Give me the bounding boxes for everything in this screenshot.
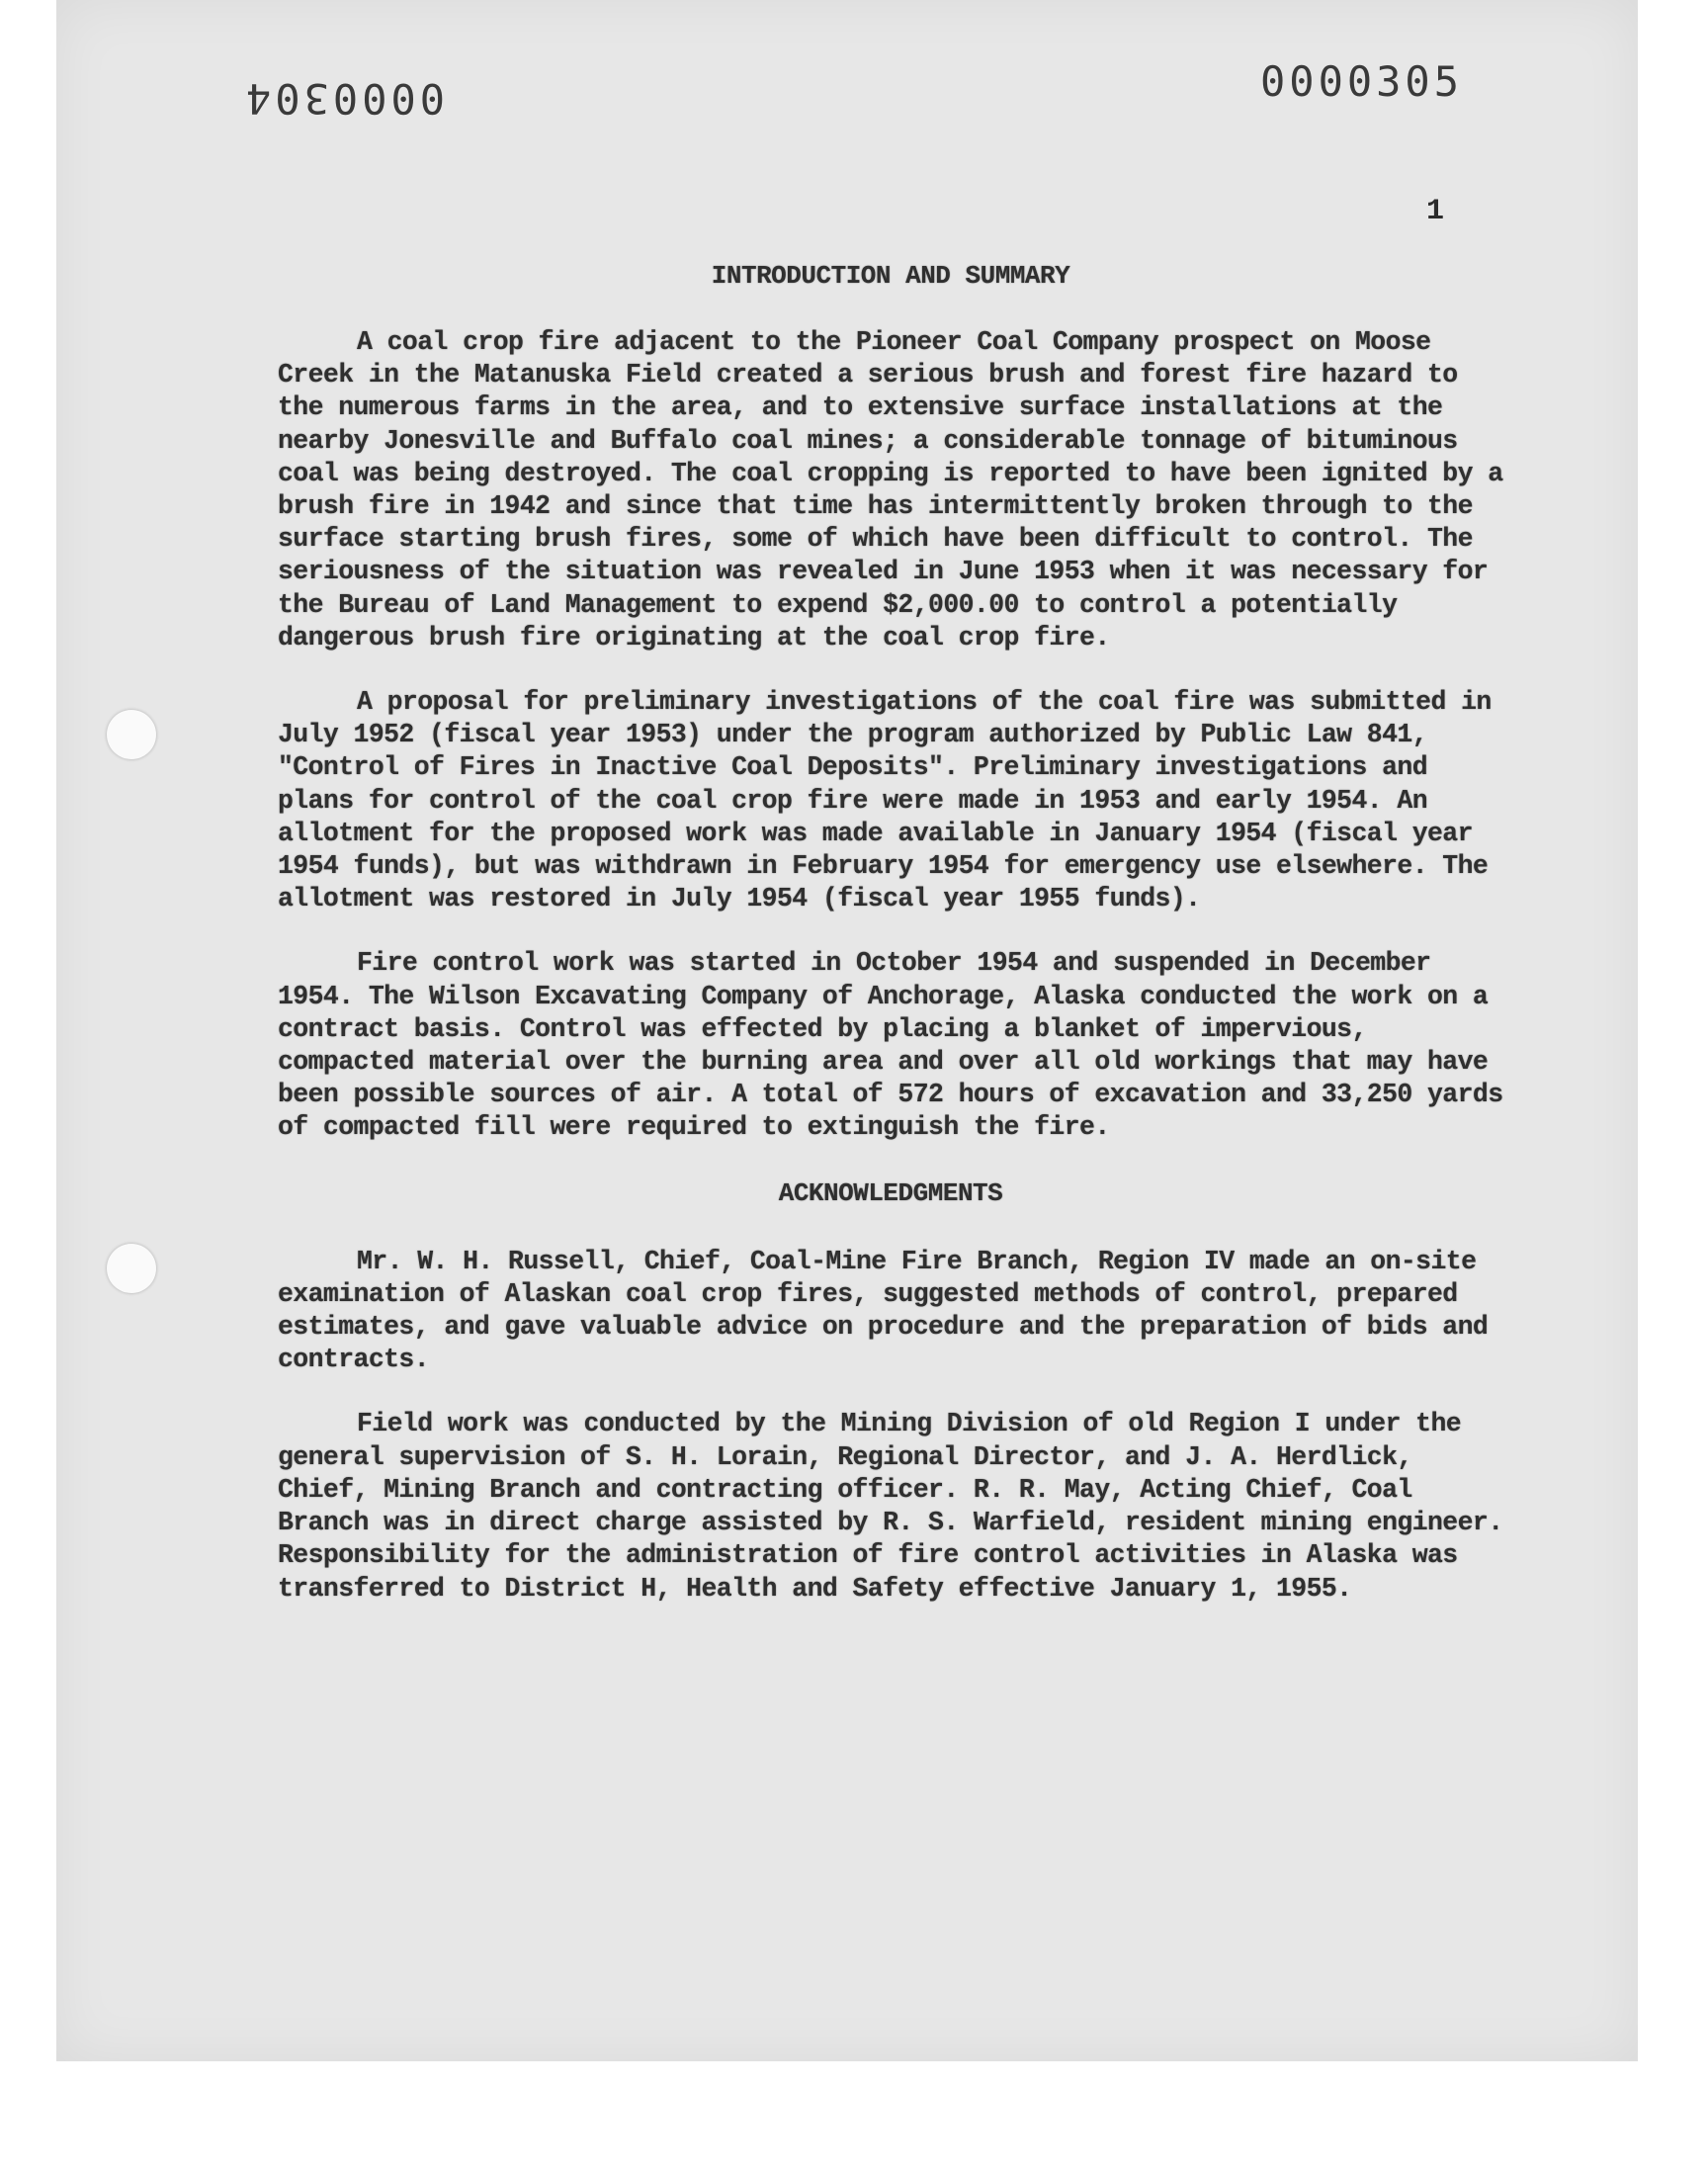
paragraph: Mr. W. H. Russell, Chief, Coal-Mine Fire Branch, Region IV made an on-site examination of Alaskan coal crop fires, suggested methods of control, prepared estimates, and gave valuable advice on procedure and the preparation of bids and contracts. — [278, 1246, 1489, 1375]
bates-stamp-right: 0000305 — [1260, 57, 1464, 106]
punch-hole — [107, 710, 156, 759]
paragraph: Fire control work was started in October 1954 and suspended in December 1954. The Wilson Excavating Company of Anchorage, Alaska conducted the work on a contract basis. Control was effected by placing a blanket of impervious, compacted material over the burning area and over all old workings that may have been possible sources of air. A total of 572 hours of excavation and 33,250 yards of compacted fill were required to extinguish the fire. — [278, 948, 1503, 1143]
section-heading-acknowledgments: ACKNOWLEDGMENTS — [778, 1177, 1003, 1208]
bates-stamp-left: 0000304 — [242, 74, 446, 123]
paragraph: A proposal for preliminary investigations of the coal fire was submitted in July 1952 (fiscal year 1953) under the program authorized by Public Law 841, "Control of Fires in Inactive Coal Deposits". Preliminary investigations and plans for control of the coal crop fire were made in 1953 and early 1954. An allotment for the proposed work was made available in January 1954 (fiscal year 1954 funds), but was withdrawn in February 1954 for emergency use elsewhere. The allotment was restored in July 1954 (fiscal year 1955 funds). — [278, 687, 1492, 914]
page-margin — [0, 2061, 1708, 2175]
paragraph: Field work was conducted by the Mining Division of old Region I under the general supervision of S. H. Lorain, Regional Director, and J. A. Herdlick, Chief, Mining Branch and contracting officer. R. R. May, Acting Chief, Coal Branch was in direct charge assisted by R. S. Warfield, resident mining engineer. Responsibility for the administration of fire control activities in Alaska was transferred to District H, Health and Safety effective January 1, 1955. — [278, 1409, 1503, 1604]
section-heading-introduction: INTRODUCTION AND SUMMARY — [711, 261, 1070, 291]
page-number: 1 — [1426, 195, 1445, 228]
paragraph: A coal crop fire adjacent to the Pioneer Coal Company prospect on Moose Creek in the Matanuska Field created a serious brush and forest fire hazard to the numerous farms in the area, and to extensive surface installations at the nearby Jonesville and Buffalo coal mines; a considerable tonnage of bituminous coal was being destroyed. The coal cropping is reported to have been ignited by a brush fire in 1942 and since that time has intermittently broken through to the surface starting brush fires, some of which have been difficult to control. The seriousness of the situation was revealed in June 1953 when it was necessary for the Bureau of Land Management to expend $2,000.00 to control a potentially dangerous brush fire originating at the coal crop fire. — [278, 327, 1503, 652]
punch-hole — [107, 1244, 156, 1293]
document-body — [278, 259, 1503, 1637]
